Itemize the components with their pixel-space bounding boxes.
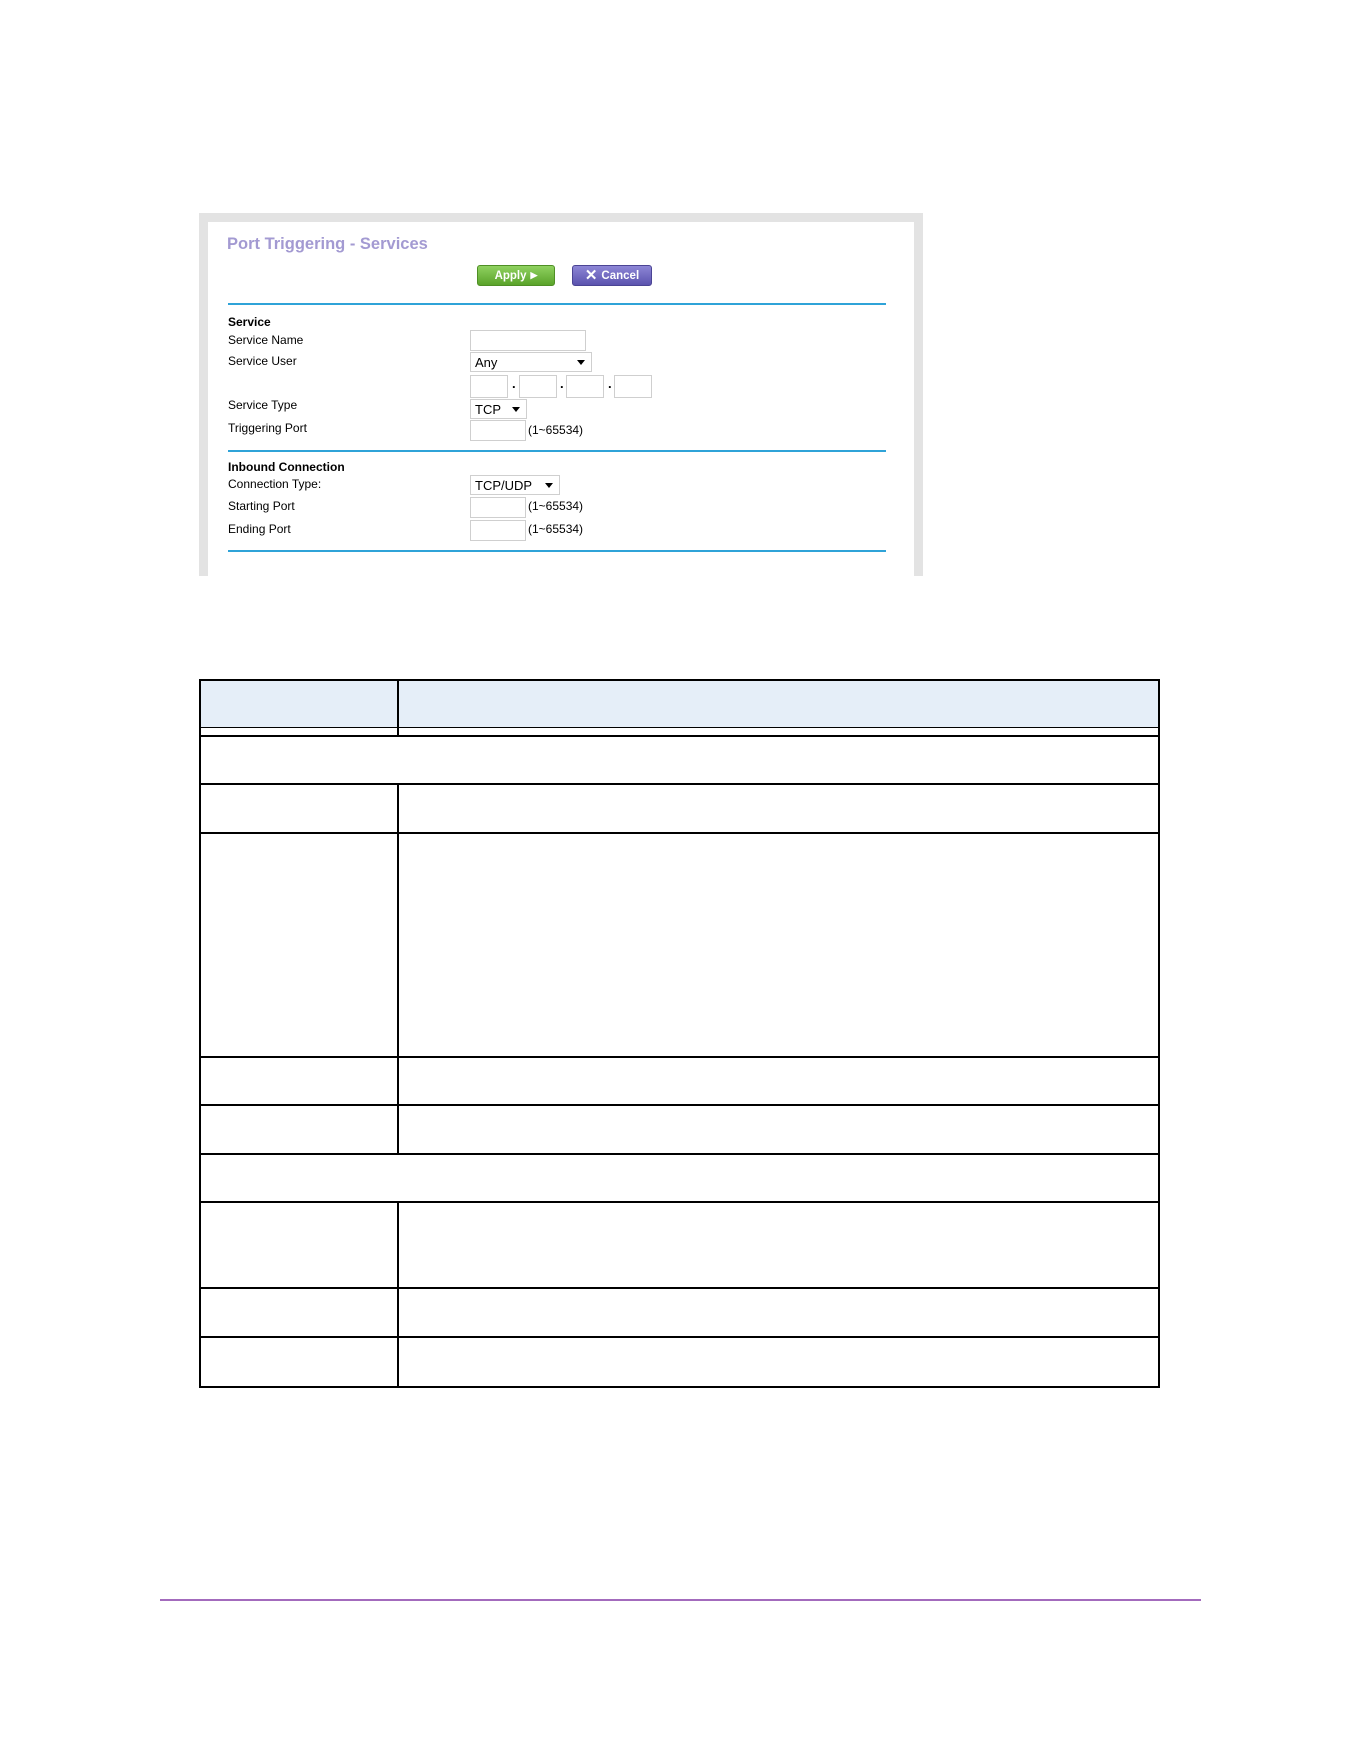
port-triggering-form	[208, 222, 914, 576]
divider-bottom	[228, 550, 886, 552]
service-name-input[interactable]	[470, 330, 586, 351]
play-arrow-icon: ▶	[530, 270, 538, 280]
table-header-cell	[399, 681, 1158, 727]
table-border	[1158, 679, 1160, 1388]
table-column-divider	[397, 1201, 399, 1388]
table-header-cell	[201, 681, 397, 727]
service-name-label: Service Name	[228, 333, 304, 347]
service-user-value: Any	[475, 354, 498, 370]
service-type-select[interactable]	[470, 399, 527, 419]
table-column-divider	[397, 783, 399, 1155]
connection-type-label: Connection Type:	[228, 477, 322, 491]
apply-button-label: Apply	[494, 269, 527, 282]
cancel-button[interactable]	[572, 265, 652, 286]
starting-port-label: Starting Port	[228, 499, 295, 513]
ip-octet-3[interactable]	[566, 375, 604, 398]
divider-middle	[228, 450, 886, 452]
table-row-divider	[199, 1104, 1160, 1106]
ip-dot: .	[560, 376, 564, 391]
cancel-button-label: Cancel	[601, 269, 640, 282]
table-border	[199, 1386, 1160, 1388]
table-row-divider	[199, 1201, 1160, 1203]
service-type-value: TCP	[475, 401, 501, 417]
service-user-select[interactable]	[470, 352, 592, 372]
triggering-port-range: (1~65534)	[528, 423, 584, 437]
close-x-icon: ✕	[584, 267, 598, 284]
ending-port-label: Ending Port	[228, 522, 291, 536]
table-column-divider	[397, 679, 399, 737]
chevron-down-icon	[512, 407, 520, 412]
ip-octet-2[interactable]	[519, 375, 557, 398]
triggering-port-label: Triggering Port	[228, 421, 307, 435]
chevron-down-icon	[545, 483, 553, 488]
table-row-divider	[199, 735, 1160, 737]
connection-type-value: TCP/UDP	[475, 477, 533, 493]
page-title: Port Triggering - Services	[227, 235, 428, 253]
service-type-label: Service Type	[228, 398, 298, 412]
table-row-divider	[199, 1287, 1160, 1289]
divider-top	[228, 303, 886, 305]
table-row-divider	[199, 832, 1160, 834]
ending-port-input[interactable]	[470, 520, 526, 541]
footer-rule	[160, 1599, 1201, 1601]
ip-dot: .	[512, 376, 516, 391]
table-row-divider	[199, 783, 1160, 785]
inbound-section-label: Inbound Connection	[228, 460, 345, 474]
ip-octet-1[interactable]	[470, 375, 508, 398]
table-row-divider	[199, 1056, 1160, 1058]
table-border	[199, 679, 201, 1388]
triggering-port-input[interactable]	[470, 420, 526, 441]
table-row-divider	[199, 1153, 1160, 1155]
ending-port-range: (1~65534)	[528, 522, 584, 536]
settings-table	[199, 679, 1160, 1388]
chevron-down-icon	[577, 360, 585, 365]
connection-type-select[interactable]	[470, 475, 560, 495]
apply-button[interactable]	[477, 265, 555, 286]
ip-dot: .	[608, 376, 612, 391]
starting-port-input[interactable]	[470, 497, 526, 518]
table-row-divider	[199, 1336, 1160, 1338]
table-border	[199, 679, 1160, 681]
table-row-divider	[199, 727, 1160, 728]
service-section-label: Service	[228, 315, 271, 329]
starting-port-range: (1~65534)	[528, 499, 584, 513]
ip-octet-4[interactable]	[614, 375, 652, 398]
screenshot-panel	[199, 213, 923, 576]
service-user-label: Service User	[228, 354, 297, 368]
